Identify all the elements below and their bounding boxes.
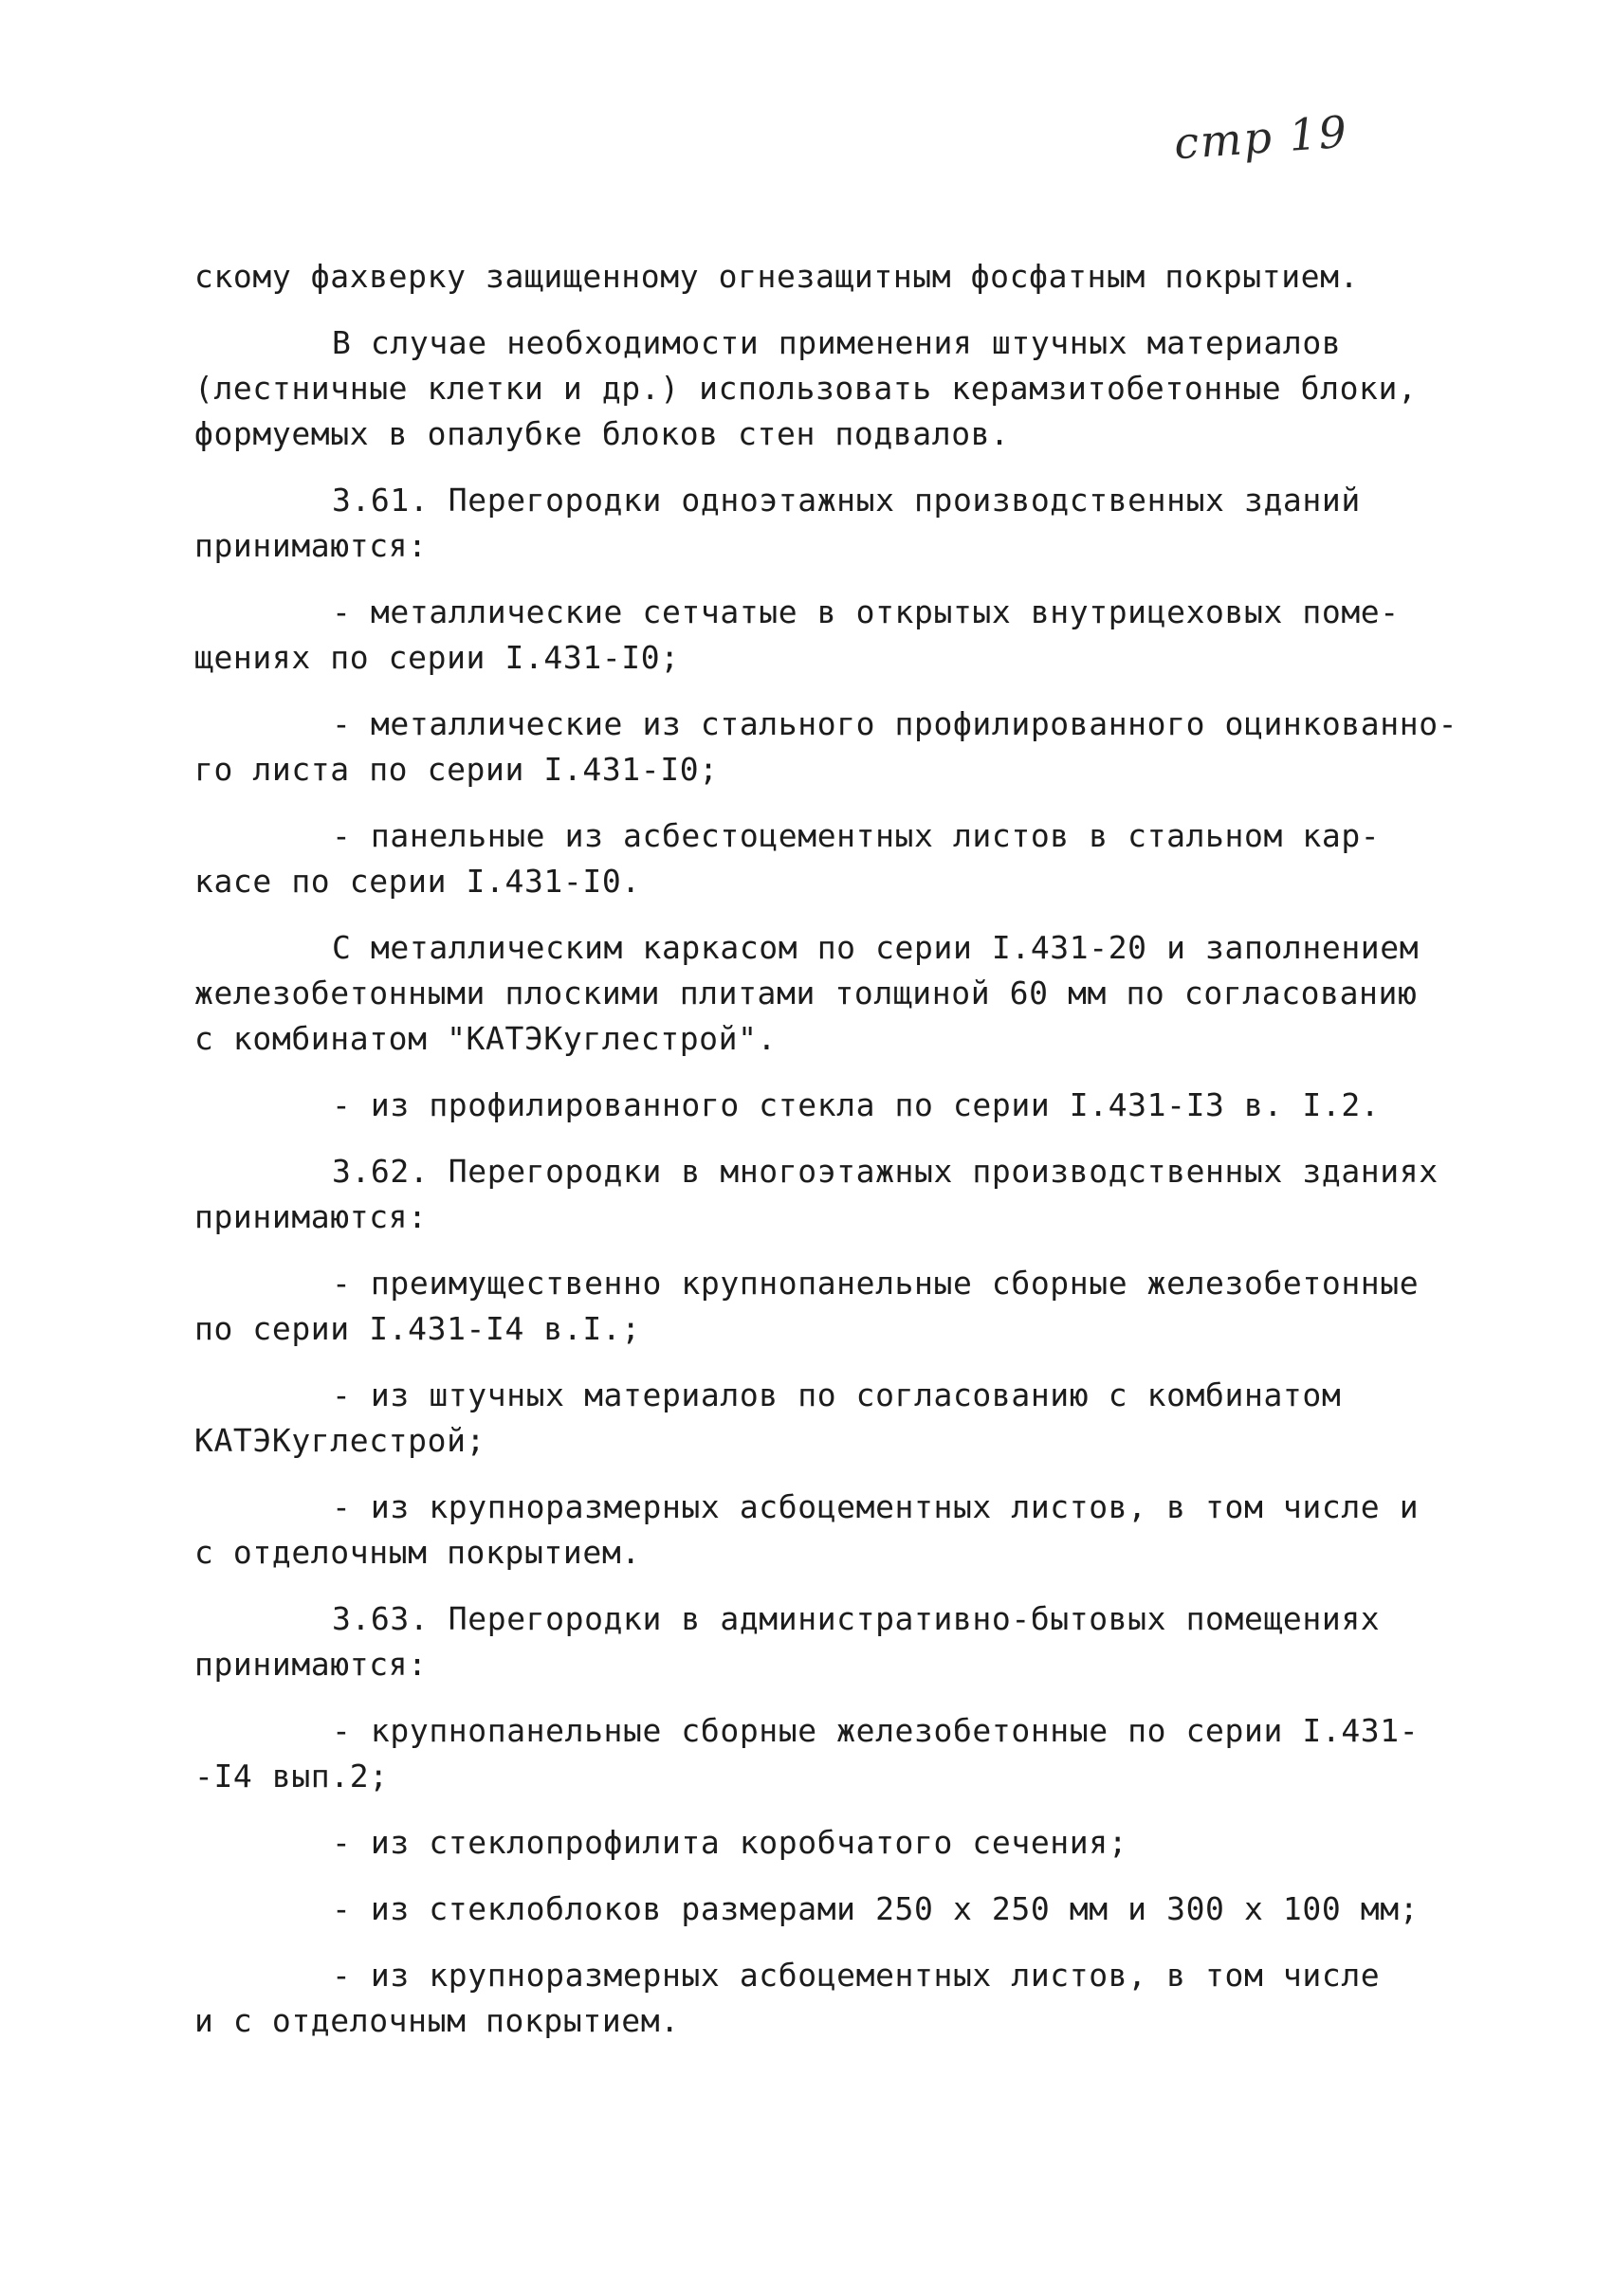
paragraph <box>194 1261 1475 1352</box>
text-line: по серии I.431-I4 в.I.; <box>194 1310 641 1347</box>
paragraph <box>194 1953 1475 2044</box>
text-line: касе по серии I.431-I0. <box>194 863 641 900</box>
text-line: принимаются: <box>194 1646 428 1683</box>
paragraph <box>194 320 1475 457</box>
text-line: С металлическим каркасом по серии I.431-20 и заполнением <box>332 929 1420 966</box>
paragraph <box>194 702 1475 793</box>
text-line: - панельные из асбестоцементных листов в стальном кар- <box>332 817 1381 854</box>
text-line: - крупнопанельные сборные железобетонные по серии I.431- <box>332 1712 1420 1749</box>
paragraph <box>194 1596 1475 1687</box>
document-body <box>194 254 1475 2065</box>
paragraph <box>194 1083 1475 1128</box>
text-line: 3.63. Перегородки в административно-бытовых помещениях <box>332 1600 1381 1637</box>
text-line: - металлические из стального профилированного оцинкованно- <box>332 705 1458 742</box>
paragraph <box>194 1485 1475 1576</box>
paragraph <box>194 813 1475 904</box>
text-line: - из крупноразмерных асбоцементных листов, в том числе и <box>332 1488 1420 1525</box>
paragraph <box>194 254 1475 300</box>
text-line: железобетонными плоскими плитами толщиной 60 мм по согласованию <box>194 975 1418 1011</box>
paragraph <box>194 590 1475 681</box>
text-line: принимаются: <box>194 1198 428 1235</box>
text-line: - из стеклоблоков размерами 250 х 250 мм и 300 х 100 мм; <box>332 1890 1420 1927</box>
paragraph <box>194 1373 1475 1464</box>
text-line: В случае необходимости применения штучных материалов <box>332 324 1342 361</box>
text-line: и с отделочным покрытием. <box>194 2002 680 2039</box>
text-line: - из профилированного стекла по серии I.431-I3 в. I.2. <box>332 1086 1381 1123</box>
text-line: 3.62. Перегородки в многоэтажных производственных зданиях <box>332 1153 1439 1190</box>
paragraph <box>194 478 1475 569</box>
text-line: КАТЭКуглестрой; <box>194 1422 486 1459</box>
paragraph <box>194 925 1475 1062</box>
paragraph <box>194 1820 1475 1866</box>
page-number: стр 19 <box>1172 105 1350 170</box>
text-line: - из крупноразмерных асбоцементных листов, в том числе <box>332 1957 1381 1994</box>
text-line: с комбинатом "КАТЭКуглестрой". <box>194 1020 778 1057</box>
text-line: - металлические сетчатые в открытых внутрицеховых поме- <box>332 593 1400 630</box>
text-line: 3.61. Перегородки одноэтажных производственных зданий <box>332 482 1361 519</box>
text-line: щениях по серии I.431-I0; <box>194 639 680 676</box>
text-line: формуемых в опалубке блоков стен подвалов. <box>194 415 1010 452</box>
text-line: с отделочным покрытием. <box>194 1534 641 1571</box>
text-line: го листа по серии I.431-I0; <box>194 751 719 788</box>
paragraph <box>194 1708 1475 1799</box>
paragraph <box>194 1149 1475 1240</box>
text-line: скому фахверку защищенному огнезащитным фосфатным покрытием. <box>194 258 1360 295</box>
text-line: - преимущественно крупнопанельные сборные железобетонные <box>332 1265 1420 1302</box>
text-line: -I4 вып.2; <box>194 1758 389 1795</box>
text-line: - из стеклопрофилита коробчатого сечения; <box>332 1824 1128 1861</box>
text-line: (лестничные клетки и др.) использовать керамзитобетонные блоки, <box>194 370 1418 407</box>
text-line: принимаются: <box>194 527 428 564</box>
paragraph <box>194 1886 1475 1932</box>
text-line: - из штучных материалов по согласованию с комбинатом <box>332 1376 1342 1413</box>
